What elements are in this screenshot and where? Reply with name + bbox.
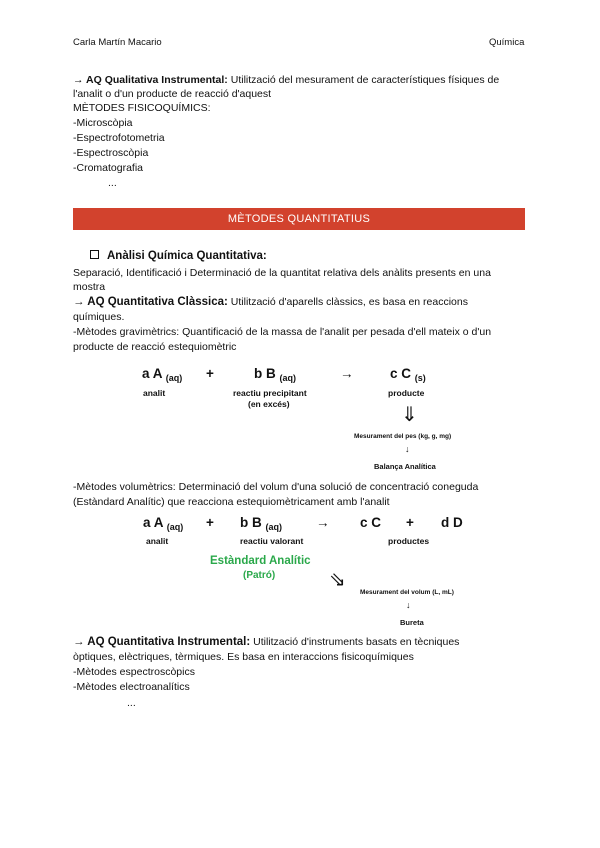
header-subject: Química (489, 37, 525, 48)
list-item: -Espectroscòpia (73, 147, 149, 159)
eq2-reactant-a: a A $_{(aq)}$ (143, 515, 184, 532)
eq2-label-productes: productes (388, 536, 430, 546)
eq1-reactant-b: b B $_{(aq)}$ (254, 366, 297, 383)
eq2-plus2: + (406, 515, 414, 530)
qualitativa-instrumental-line2: l'analit o d'un producte de reacció d'aquest (73, 88, 272, 100)
eq2-product-d: d D (441, 515, 463, 530)
list-item: -Mètodes electroanalítics (73, 681, 190, 693)
down-arrow-icon: ↓ (406, 600, 411, 610)
eq1-label-producte: producte (388, 388, 425, 398)
gravimetric-line1: -Mètodes gravimètrics: Quantificació de la massa de l'analit per pesada d'ell mateix o d'un (73, 326, 492, 338)
eq2-plus1: + (206, 515, 214, 530)
quantitativa-title-text: Anàlisi Química Quantitativa: (107, 250, 267, 262)
eq1-measure-text: Mesurament del pes (kg, g, mg) (354, 433, 452, 440)
standard-patro-label: (Patró) (243, 570, 276, 581)
double-down-arrow-icon: ⇓ (401, 404, 418, 426)
diagonal-arrow-icon: ⇘ (329, 569, 346, 591)
eq2-reactant-b: b B $_{(aq)}$ (240, 515, 283, 532)
eq1-label-analit: analit (143, 388, 166, 398)
checkbox-bullet-icon (90, 250, 99, 259)
classica-line1 (73, 295, 468, 309)
eq1-plus: + (206, 366, 214, 381)
eq1-reactant-a: a A $_{(aq)}$ (142, 366, 183, 383)
instrumental-line2: òptiques, elèctriques, tèrmiques. Es basa en interaccions fisicoquímiques (73, 651, 414, 663)
volumetric-line2: (Estàndard Analític) que reacciona estequiomètricament amb l'analit (73, 496, 390, 508)
ellipsis: ... (127, 697, 136, 709)
gravimetric-line2: producte de reacció estequiomètric (73, 341, 237, 353)
eq2-measure-text: Mesurament del volum (L, mL) (360, 589, 454, 596)
standard-label: Estàndard Analític (210, 555, 311, 567)
eq2-arrow: → (316, 515, 330, 530)
quantitativa-title (90, 250, 267, 262)
list-item: -Cromatografia (73, 162, 144, 174)
eq2-product-c: c C (360, 515, 382, 530)
header-author: Carla Martín Macario (73, 37, 162, 48)
eq2-label-reactiu: reactiu valorant (240, 536, 304, 546)
volumetric-line1: -Mètodes volumètrics: Determinació del volum d'una solució de concentració coneguda (73, 481, 479, 493)
eq2-label-analit: analit (146, 536, 169, 546)
eq1-label-exces: (en excés) (248, 399, 290, 409)
classica-text1: Utilització d'aparells clàssics, es basa en reaccions (227, 296, 468, 308)
qualitativa-instrumental-line1 (73, 73, 499, 87)
instrumental-text1: Utilització d'instruments basats en tècniques (250, 636, 460, 648)
eq1-label-reactiu: reactiu precipitant (233, 388, 307, 398)
qualitativa-instrumental-text1: Utilització del mesurament de característiques físiques de (227, 74, 500, 86)
eq1-product-c: c C $_{(s)}$ (390, 366, 426, 383)
list-item: -Mètodes espectroscòpics (73, 666, 195, 678)
qualitativa-instrumental-heading: → AQ Qualitativa Instrumental: (73, 74, 228, 86)
definition-line1: Separació, Identificació i Determinació de la quantitat relativa dels anàlits presents en una (73, 267, 491, 279)
list-item: -Microscòpia (73, 117, 133, 129)
ellipsis: ... (108, 177, 117, 189)
list-item: -Espectrofotometria (73, 132, 165, 144)
classica-heading: → AQ Quantitativa Clàssica: (73, 296, 228, 308)
down-arrow-icon: ↓ (405, 444, 410, 454)
section-bar-quantitatius: MÈTODES QUANTITATIUS (73, 208, 525, 230)
instrumental-line1 (73, 635, 459, 649)
methods-title: MÈTODES FISICOQUÍMICS: (73, 102, 211, 114)
instrumental-heading: → AQ Quantitativa Instrumental: (73, 636, 251, 648)
eq1-arrow: → (340, 366, 354, 381)
classica-line2: químiques. (73, 311, 125, 323)
eq2-instrument: Bureta (400, 618, 424, 627)
eq1-instrument: Balança Analítica (374, 462, 436, 471)
definition-line2: mostra (73, 281, 106, 293)
